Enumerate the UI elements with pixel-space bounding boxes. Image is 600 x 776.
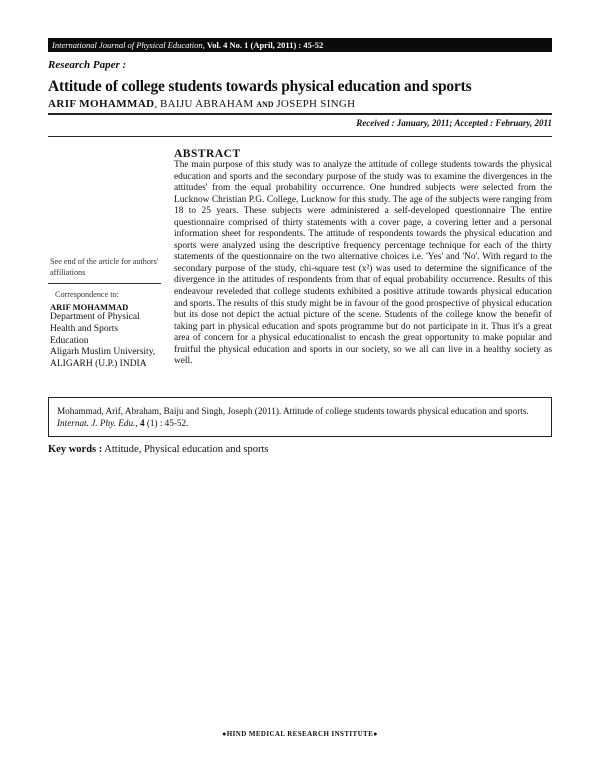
address-line: Department of Physical [50, 312, 140, 322]
keywords-value: Attitude, Physical education and sports [104, 444, 269, 455]
address-line: Education [50, 335, 89, 346]
correspondence-name: ARIF MOHAMMAD [50, 302, 129, 312]
author-third: JOSEPH SINGH [276, 98, 356, 110]
citation-box: Mohammad, Arif, Abraham, Baiju and Singh, Joseph (2011). Attitude of college students towards physical education and sports. Internat. J. Phy. Edu., 4 (1) : 45-52. [48, 397, 552, 437]
journal-name: International Journal of Physical Education, [52, 40, 205, 50]
dates-rule [48, 136, 552, 137]
address-line: Health and Sports [50, 323, 119, 334]
keywords-label: Key words : [48, 444, 103, 455]
author-second: BAIJU ABRAHAM [160, 98, 254, 110]
paper-type: Research Paper : [48, 59, 127, 71]
author-main: ARIF MOHAMMAD [48, 98, 155, 110]
author-line [48, 98, 355, 110]
abstract-text: The main purpose of this study was to analyze the attitude of college students towards the physical education and sports and the secondary purpose of the study was to examine the divergences in the attitudes' from the equal probability occurrence. One hundred subjects were selected from the Lucknow Christian P.G. College, Lucknow for this study. The age of the subjects were ranging from 18 to 25 years. These subjects were administered a self-developed questionnaire The entire questionnaire comprised of thirty statements with a cover page, a covering letter and a personal information sheet for respondents. The attitude of respondents towards the physical education and sports were analyzed using the descriptive frequency percentage technique for each of the thirty statements of the questionnaire on the two alternative choices i.e. 'Yes' and 'No'. With regard to the secondary purpose of the study, chi-square test (x²) was used to determine the significance of the divergence in the attitudes of respondents from that of equal probability occurrence. Results of this endeavour reveleded that college students exhibited a positive attitude towards physical education and sports. The results of this study might be in favour of the good prospective of physical education but its dose not depict the actual picture of the scene. Students of the college know the benefit of taking part in physical education and spots programme but do not participate in it. Thus it's a great area of concern for a physical educationalist to encash the great opportunity to make popular and fruitful the physical education and sports in our society, so we all can live in a healthy society as well. [174, 160, 552, 367]
author-and: AND [256, 100, 274, 109]
address-line: Aligarh Muslim University, [50, 347, 156, 358]
correspondence-address [50, 312, 165, 371]
keywords [48, 444, 268, 455]
address-line: ALIGARH (U.P.) INDIA [50, 359, 147, 370]
journal-header-bar [48, 38, 552, 52]
received-accepted-dates: Received : January, 2011; Accepted : February, 2011 [356, 118, 552, 128]
citation-volume: 4 [139, 418, 145, 428]
citation-text: Mohammad, Arif, Abraham, Baiju and Singh, Joseph (2011). Attitude of college students towards physical education and sports. [57, 406, 529, 416]
author-separator: , [154, 98, 158, 110]
abstract-heading: ABSTRACT [174, 148, 241, 160]
title-rule [48, 113, 552, 115]
publisher-footer: ●HIND MEDICAL RESEARCH INSTITUTE● [222, 730, 378, 738]
sidebar-rule-top [48, 283, 161, 284]
citation-journal: Internat. J. Phy. Edu. [57, 418, 136, 428]
affiliations-note: See end of the article for authors' affiliations [50, 257, 159, 277]
citation-pages: (1) : 45-52. [146, 418, 189, 428]
correspondence-label: Correspondence to: [55, 290, 119, 299]
journal-issue: Vol. 4 No. 1 (April, 2011) : 45-52 [206, 40, 324, 50]
paper-title: Attitude of college students towards physical education and sports [48, 78, 472, 95]
